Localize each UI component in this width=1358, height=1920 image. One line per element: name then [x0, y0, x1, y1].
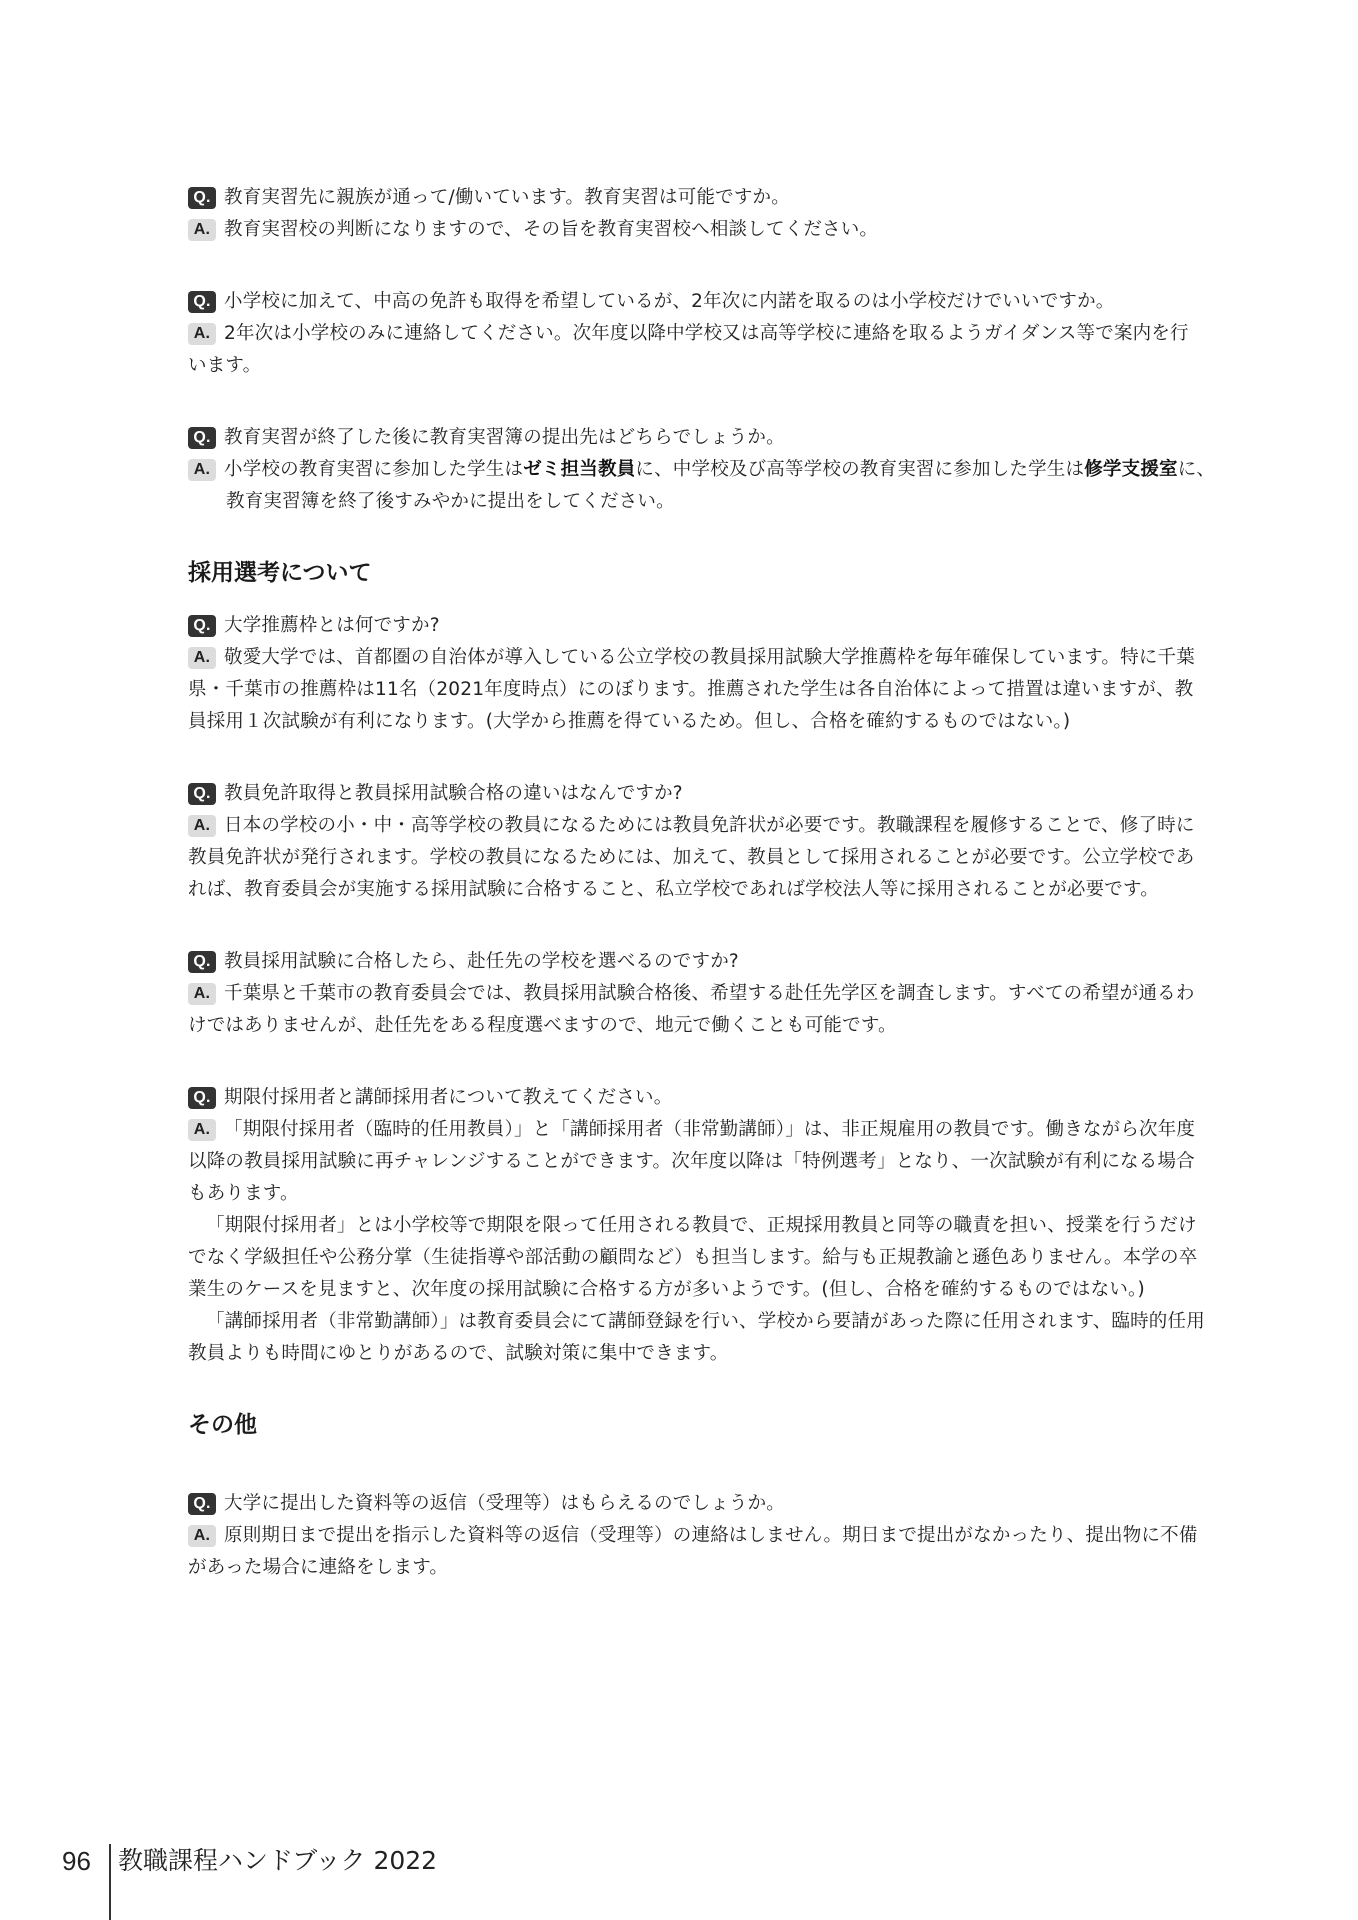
answer-text: 「期限付採用者」とは小学校等で期限を限って任用される教員で、正規採用教員と同等の職責を担い、授業を行うだけ: [206, 1215, 1197, 1236]
question: [188, 286, 1238, 318]
answer-text: 2年次は小学校のみに連絡してください。次年度以降中学校又は高等学校に連絡を取るようガイダンス等で案内を行: [224, 323, 1189, 344]
answer-text: 「期限付採用者（臨時的任用教員）」と「講師採用者（非常勤講師）」は、非正規雇用の教員です。働きながら次年度: [224, 1119, 1196, 1140]
qa-item: [188, 778, 1238, 906]
answer-text: 千葉県と千葉市の教育委員会では、教員採用試験合格後、希望する赴任先学区を調査します。すべての希望が通るわ: [224, 983, 1195, 1004]
qa-item: [188, 182, 1238, 246]
answer-badge: A.: [188, 983, 216, 1005]
page-number: 96: [62, 1846, 91, 1876]
book-title: 教職課程ハンドブック 2022: [118, 1846, 438, 1875]
question-badge: Q.: [188, 187, 216, 209]
question-badge: Q.: [188, 783, 216, 805]
answer: [188, 810, 1238, 842]
question-badge: Q.: [188, 951, 216, 973]
answer-badge: A.: [188, 815, 216, 837]
page-content: [188, 182, 1238, 1624]
answer-badge: A.: [188, 647, 216, 669]
footer-divider: [109, 1844, 111, 1920]
answer-text: 以降の教員採用試験に再チャレンジすることができます。次年度以降は「特例選考」となり、一次試験が有利になる場合: [188, 1151, 1195, 1172]
question-text: 教員免許取得と教員採用試験合格の違いはなんですか?: [224, 783, 683, 804]
question-text: 教員採用試験に合格したら、赴任先の学校を選べるのですか?: [224, 951, 739, 972]
answer-text: に、中学校及び高等学校の教育実習に参加した学生は: [635, 459, 1085, 480]
question-text: 期限付採用者と講師採用者について教えてください。: [224, 1087, 673, 1108]
answer-badge: A.: [188, 1525, 216, 1547]
answer: [188, 978, 1238, 1010]
question-text: 大学推薦枠とは何ですか?: [224, 615, 440, 636]
question: [188, 610, 1238, 642]
qa-item: [188, 1082, 1238, 1370]
qa-item: [188, 422, 1238, 518]
answer-text: 員採用１次試験が有利になります。(大学から推薦を得ているため。但し、合格を確約するものではない。): [188, 711, 1071, 732]
section-title-other: その他: [188, 1412, 257, 1438]
answer-badge: A.: [188, 219, 216, 241]
answer: [188, 1114, 1238, 1146]
answer-text: 敬愛大学では、首都圏の自治体が導入している公立学校の教員採用試験大学推薦枠を毎年確保しています。特に千葉: [224, 647, 1195, 668]
answer-badge: A.: [188, 323, 216, 345]
question: [188, 1488, 1238, 1520]
answer-text: れば、教育委員会が実施する採用試験に合格すること、私立学校であれば学校法人等に採用されることが必要です。: [188, 879, 1159, 900]
question-badge: Q.: [188, 1493, 216, 1515]
question-badge: Q.: [188, 1087, 216, 1109]
answer-text: 「講師採用者（非常勤講師）」は教育委員会にて講師登録を行い、学校から要請があった際に任用されます、臨時的任用: [206, 1311, 1205, 1332]
answer-text: 教員免許状が発行されます。学校の教員になるためには、加えて、教員として採用されることが必要です。公立学校であ: [188, 847, 1195, 868]
emphasis-study-support-office: 修学支援室: [1084, 459, 1178, 480]
question: [188, 182, 1238, 214]
question-badge: Q.: [188, 427, 216, 449]
answer-text: 業生のケースを見ますと、次年度の採用試験に合格する方が多いようです。(但し、合格を確約するものではない。): [188, 1279, 1145, 1300]
answer: [188, 454, 1238, 486]
question: [188, 946, 1238, 978]
answer-text: 原則期日まで提出を指示した資料等の返信（受理等）の連絡はしません。期日まで提出がなかったり、提出物に不備: [224, 1525, 1198, 1546]
qa-item: [188, 946, 1238, 1042]
answer-badge: A.: [188, 1119, 216, 1141]
answer-text: 教育実習校の判断になりますので、その旨を教育実習校へ相談してください。: [224, 219, 879, 240]
answer-text: に、: [1177, 459, 1216, 480]
answer: [188, 642, 1238, 674]
question: [188, 778, 1238, 810]
answer-text: 県・千葉市の推薦枠は11名（2021年度時点）にのぼります。推薦された学生は各自治体によって措置は違いますが、教: [188, 679, 1194, 700]
answer-text: 教育実習簿を終了後すみやかに提出をしてください。: [226, 491, 675, 512]
qa-item: [188, 610, 1238, 738]
qa-item: [188, 1488, 1238, 1584]
answer: [188, 214, 1238, 246]
question: [188, 422, 1238, 454]
question-text: 大学に提出した資料等の返信（受理等）はもらえるのでしょうか。: [224, 1493, 786, 1514]
answer-text: もあります。: [188, 1183, 299, 1204]
section-title-recruitment: 採用選考について: [188, 560, 372, 586]
answer-text: 教員よりも時間にゆとりがあるので、試験対策に集中できます。: [188, 1343, 729, 1364]
question-text: 小学校に加えて、中高の免許も取得を希望しているが、2年次に内諾を取るのは小学校だけでいいですか。: [224, 291, 1115, 312]
answer-text: います。: [188, 355, 262, 376]
answer-text: 小学校の教育実習に参加した学生は: [224, 459, 524, 480]
question-badge: Q.: [188, 291, 216, 313]
answer-text: 日本の学校の小・中・高等学校の教員になるためには教員免許状が必要です。教職課程を履修することで、修了時に: [224, 815, 1195, 836]
answer-text: けではありませんが、赴任先をある程度選べますので、地元で働くことも可能です。: [188, 1015, 897, 1036]
emphasis-seminar-teacher: ゼミ担当教員: [523, 459, 636, 480]
answer: [188, 318, 1238, 350]
answer-text: でなく学級担任や公務分掌（生徒指導や部活動の顧問など）も担当します。給与も正規教諭と遜色ありません。本学の卒: [188, 1247, 1198, 1268]
question: [188, 1082, 1238, 1114]
answer: [188, 1520, 1238, 1552]
qa-item: [188, 286, 1238, 382]
answer-text: があった場合に連絡をします。: [188, 1557, 449, 1578]
question-text: 教育実習が終了した後に教育実習簿の提出先はどちらでしょうか。: [224, 427, 785, 448]
question-text: 教育実習先に親族が通って/働いています。教育実習は可能ですか。: [224, 187, 790, 208]
answer-badge: A.: [188, 459, 216, 481]
question-badge: Q.: [188, 615, 216, 637]
